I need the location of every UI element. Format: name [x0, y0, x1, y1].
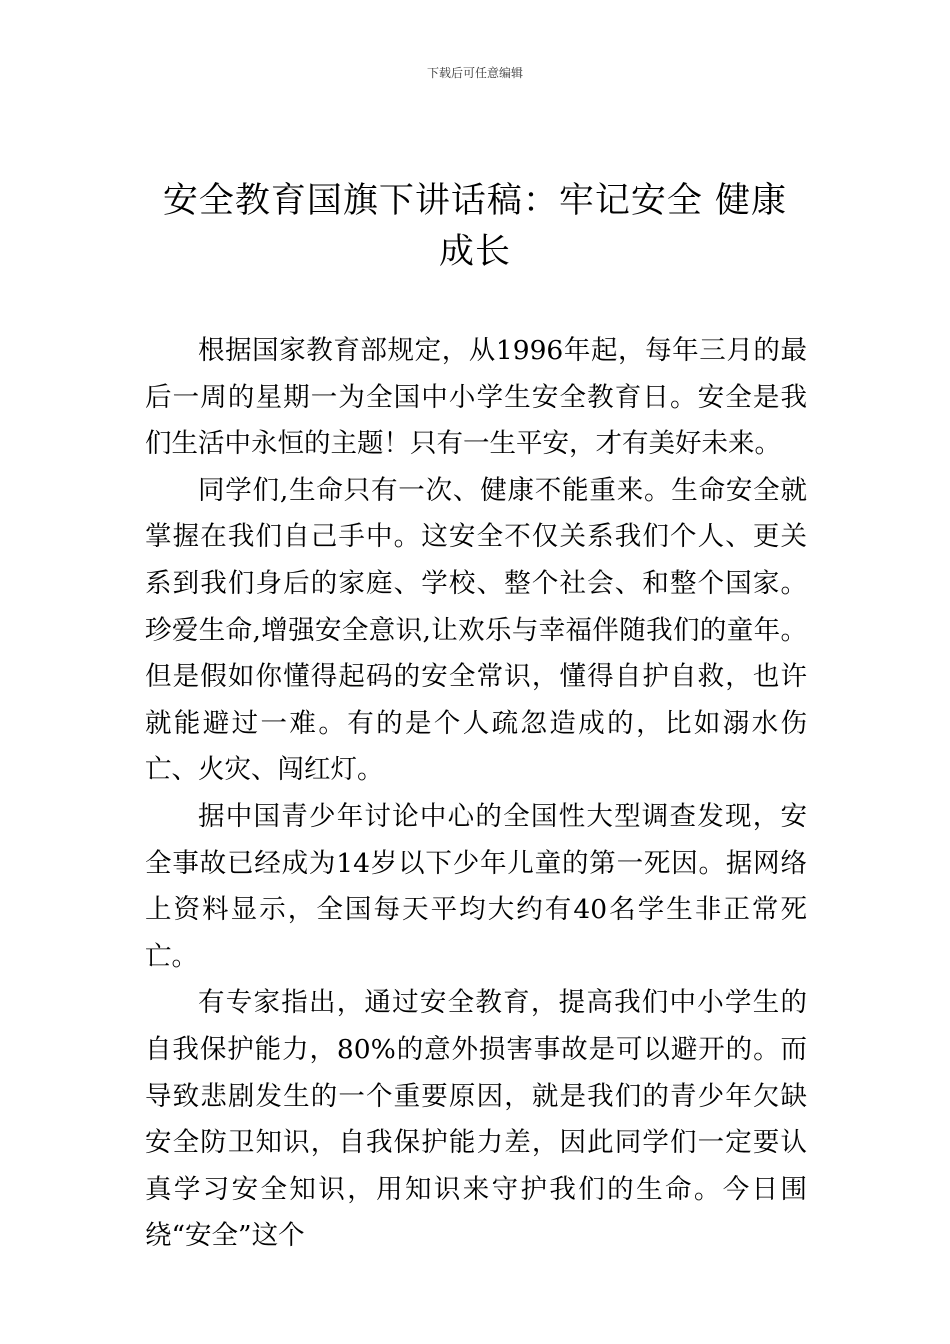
paragraph: 有专家指出，通过安全教育，提高我们中小学生的自我保护能力，80%的意外损害事故是可以避开的。而导致悲剧发生的一个重要原因，就是我们的青少年欠缺安全防卫知识，自我保护能力差，因此同学们一定要认真学习安全知识，用知识来守护我们的生命。今日围绕“安全”这个: [145, 987, 807, 1252]
paragraph: 据中国青少年讨论中心的全国性大型调查发现，安全事故已经成为14岁以下少年儿童的第一死因。据网络上资料显示，全国每天平均大约有40名学生非正常死亡。: [145, 800, 807, 972]
paragraph: 同学们,生命只有一次、健康不能重来。生命安全就掌握在我们自己手中。这安全不仅关系我们个人、更关系到我们身后的家庭、学校、整个社会、和整个国家。珍爱生命,增强安全意识,让欢乐与幸福伴随我们的童年。但是假如你懂得起码的安全常识，懂得自护自救，也许就能避过一难。有的是个人疏忽造成的，比如溺水伤亡、火灾、闯红灯。: [145, 474, 807, 786]
document-body: [145, 328, 807, 1260]
document-title: 安全教育国旗下讲话稿：牢记安全 健康成长: [162, 181, 788, 272]
header-note: 下载后可任意编辑: [426, 66, 523, 80]
paragraph: 根据国家教育部规定，从1996年起，每年三月的最后一周的星期一为全国中小学生安全教育日。安全是我们生活中永恒的主题！只有一生平安，才有美好未来。: [145, 335, 807, 460]
